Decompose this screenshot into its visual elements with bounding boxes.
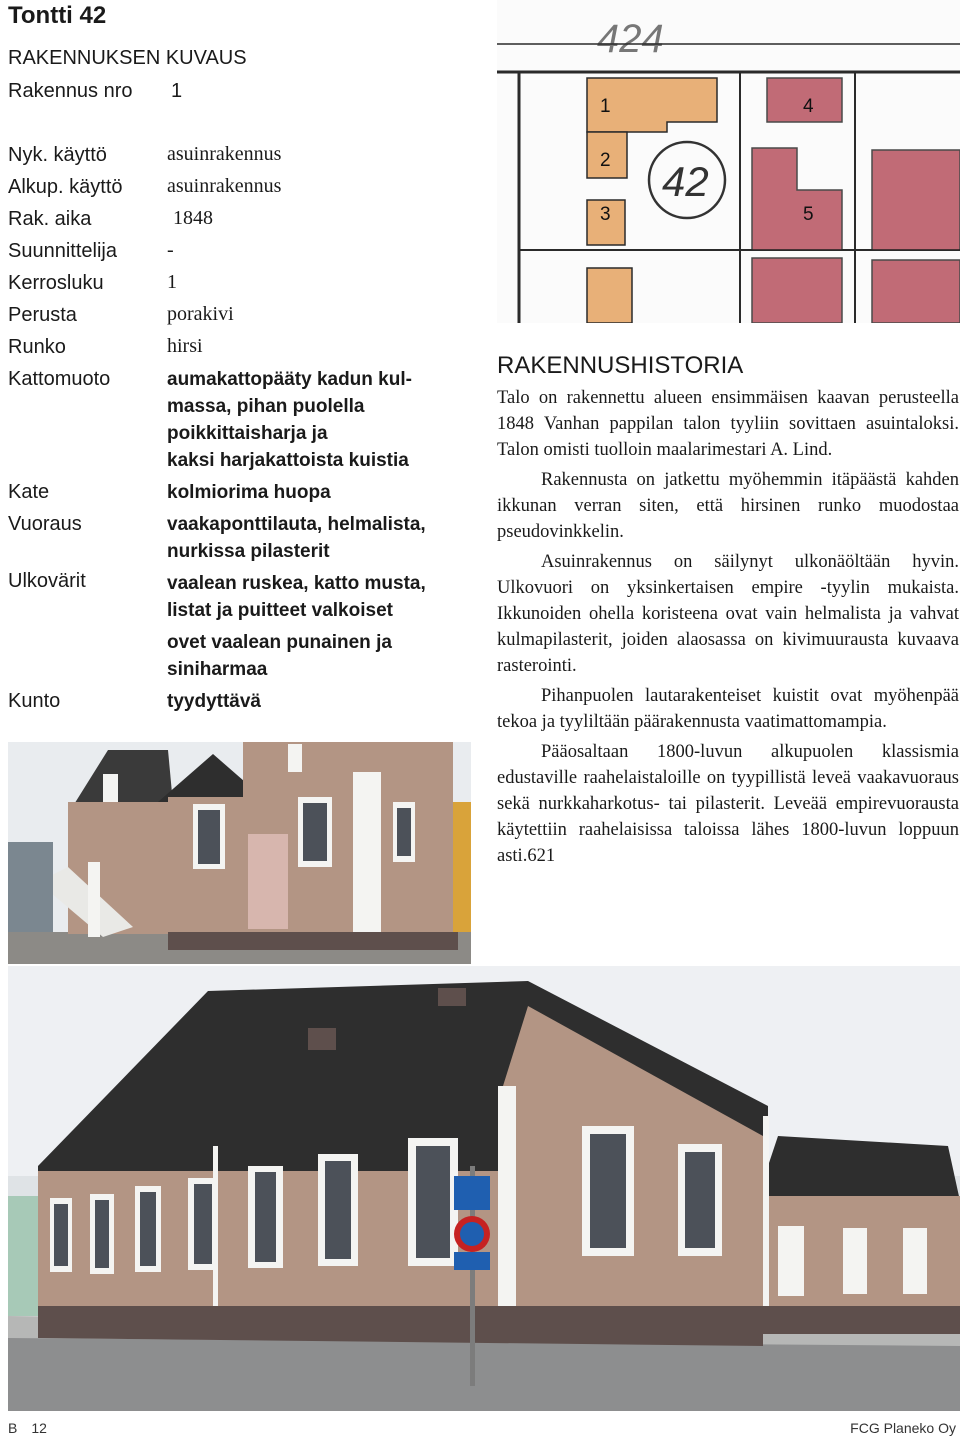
- field-label: Alkup. käyttö: [8, 176, 123, 198]
- map-building: [872, 260, 960, 323]
- courtyard-photo-drawing: [8, 742, 471, 964]
- history-text: [497, 385, 959, 869]
- history-paragraph: Pihanpuolen lautarakenteiset kuistit ovat myöhenpää tekoa ja tyyliltään päärakennusta vaatimattomampia.: [497, 686, 959, 732]
- street-photo: [8, 966, 960, 1411]
- map-label-5: 5: [803, 204, 814, 225]
- field-value: vaakaponttilauta, helmalista, nurkissa pilasterit: [167, 514, 426, 562]
- field-label: Runko: [8, 336, 66, 358]
- street-photo-drawing: [8, 966, 960, 1411]
- field-label: Kattomuoto: [8, 368, 111, 390]
- field-value: vaalean ruskea, katto musta, listat ja puitteet valkoiset: [167, 573, 426, 621]
- map-building: [587, 268, 632, 323]
- field-value: asuinrakennus: [167, 175, 282, 197]
- field-label: Ulkovärit: [8, 570, 86, 592]
- map-label-1: 1: [600, 96, 611, 117]
- map-plot-number: 42: [662, 158, 709, 205]
- map-street-number: 424: [597, 17, 664, 61]
- history-paragraph: Rakennusta on jatkettu myöhemmin itäpäästä kahden ikkunan verran siten, että hirsinen runko muodostaa pseudovinkkelin.: [497, 470, 959, 542]
- field-label: Vuoraus: [8, 513, 82, 535]
- field-label: Kerrosluku: [8, 272, 104, 294]
- site-map-drawing: [497, 0, 960, 323]
- field-label: Suunnittelija: [8, 240, 117, 262]
- field-value: porakivi: [167, 303, 234, 325]
- section-letter: B: [8, 1420, 18, 1436]
- field-value: 1: [167, 271, 177, 293]
- field-label: Rak. aika: [8, 208, 92, 230]
- map-building: [752, 258, 842, 323]
- history-paragraph: Asuinrakennus on säilynyt ulkonäöltään hyvin. Ulkovuori on yksinkertaisen empire -tyylin mukaista. Ikkunoiden ohella koristeena ovat vain helmalista ja vahvat kulmapilasterit, joiden alaosassa on kivimuurausta kuvaava rasterointi.: [497, 552, 959, 676]
- history-paragraph: Talo on rakennettu alueen ensimmäisen kaavan perusteella 1848 Vanhan pappilan talon tyyliin sovittaen asuintaloksi. Talon omisti tuolloin maalarimestari A. Lind.: [497, 388, 959, 460]
- field-value: ovet vaalean punainen ja siniharmaa: [167, 632, 392, 680]
- courtyard-photo: [8, 742, 471, 964]
- field-value: 1848: [173, 207, 213, 229]
- map-label-3: 3: [600, 204, 611, 225]
- map-label-4: 4: [803, 96, 814, 117]
- field-label: Kunto: [8, 690, 61, 712]
- page-footer-left: [8, 1420, 47, 1436]
- field-value: aumakattopääty kadun kul- massa, pihan puolella poikkittaisharja ja kaksi harjakattoista kuistia: [167, 369, 412, 471]
- company-name: FCG Planeko Oy: [850, 1420, 956, 1436]
- history-heading: RAKENNUSHISTORIA: [497, 352, 744, 379]
- map-label-2: 2: [600, 150, 611, 171]
- field-label: Kate: [8, 481, 50, 503]
- site-map: [497, 0, 960, 323]
- field-value: hirsi: [167, 335, 203, 357]
- section-heading: RAKENNUKSEN KUVAUS: [8, 47, 247, 69]
- field-label: Nyk. käyttö: [8, 144, 107, 166]
- map-building: [872, 150, 960, 250]
- history-paragraph: Pääosaltaan 1800-luvun alkupuolen klassismia edustaville raahelaistaloille on tyypillistä leveä vaakavuoraus sekä nurkkaharkotus- tai pilasterit. Leveää empirevuorausta käytettiin raahelaisissa taloissa lähes 1800-luvun loppuun asti.621: [497, 742, 959, 866]
- field-label: Perusta: [8, 304, 77, 326]
- page-title: Tontti 42: [8, 2, 107, 29]
- field-value: kolmiorima huopa: [167, 482, 331, 503]
- page-number: 12: [31, 1420, 47, 1436]
- field-value: tyydyttävä: [167, 691, 261, 712]
- building-number-value: 1: [171, 80, 183, 102]
- field-value: asuinrakennus: [167, 143, 282, 165]
- building-number-label: Rakennus nro: [8, 80, 133, 102]
- building-number-row: [8, 80, 183, 103]
- field-value: -: [167, 239, 174, 261]
